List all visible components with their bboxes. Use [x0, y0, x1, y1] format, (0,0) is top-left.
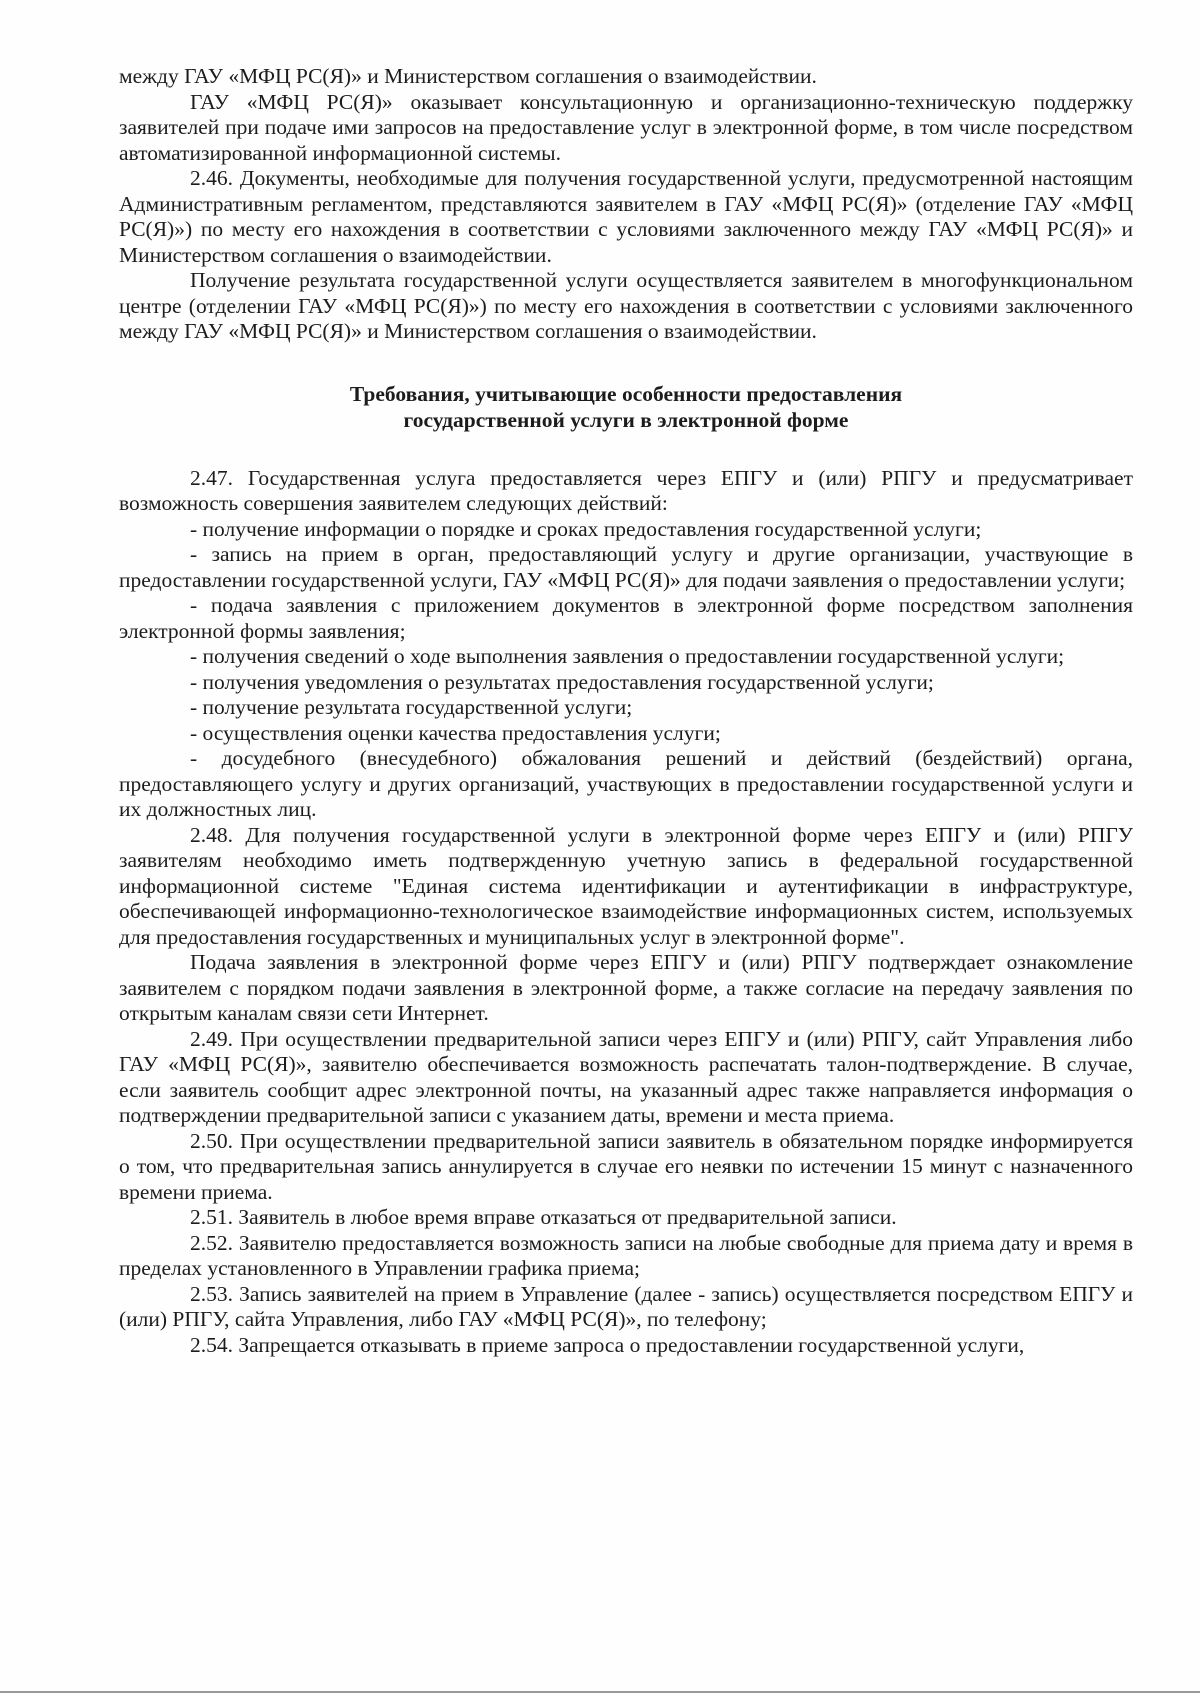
list-item-info: - получение информации о порядке и сроках предоставления государственной услуги;: [190, 516, 982, 541]
paragraph-2-47: 2.47. Государственная услуга предоставляется через ЕПГУ и (или) РПГУ и предусматривает возможность совершения заявителем следующих действий:: [119, 465, 1133, 515]
list-item-quality: - осуществления оценки качества предоставления услуги;: [190, 720, 721, 745]
section-heading: [119, 381, 1133, 433]
paragraph-2-49: 2.49. При осуществлении предварительной записи через ЕПГУ и (или) РПГУ, сайт Управления либо ГАУ «МФЦ РС(Я)», заявителю обеспечивается возможность распечатать талон-подтверждение. В случае, если заявитель сообщит адрес электронной почты, на указанный адрес также направляется информация о подтверждении предварительной записи с указанием даты, времени и места приема.: [119, 1026, 1133, 1127]
paragraph-mfc-support: ГАУ «МФЦ РС(Я)» оказывает консультационную и организационно-техническую поддержку заявителей при подаче ими запросов на предоставление услуг в электронной форме, в том числе посредством автоматизированной информационной системы.: [119, 89, 1133, 165]
list-item-result: - получение результата государственной услуги;: [190, 695, 633, 719]
list-item-notification: - получения уведомления о результатах предоставления государственной услуги;: [190, 669, 934, 694]
section-heading-line-1: Требования, учитывающие особенности предоставления: [349, 381, 903, 406]
list-item-appeal: - досудебного (внесудебного) обжалования решений и действий (бездействий) органа, предоставляющего услугу и других организаций, участвующих в предоставлении государственной услуги и их должностных лиц.: [119, 746, 1133, 821]
document-body: [119, 64, 1133, 1358]
paragraph-2-48: 2.48. Для получения государственной услуги в электронной форме через ЕПГУ и (или) РПГУ заявителям необходимо иметь подтвержденную учетную запись в федеральной государственной информационной системе "Единая система идентификации и аутентификации в инфраструктуре, обеспечивающей информационно-технологическое взаимодействие информационных систем, используемых для предоставления государственных и муниципальных услуг в электронной форме".: [119, 822, 1133, 949]
paragraph-continuation: между ГАУ «МФЦ РС(Я)» и Министерством соглашения о взаимодействии.: [119, 64, 817, 88]
paragraph-2-51: 2.51. Заявитель в любое время вправе отказаться от предварительной записи.: [190, 1205, 897, 1229]
paragraph-result-receipt: Получение результата государственной услуги осуществляется заявителем в многофункциональном центре (отделении ГАУ «МФЦ РС(Я)») по месту его нахождения в соответствии с условиями заключенного между ГАУ «МФЦ РС(Я)» и Министерством соглашения о взаимодействии.: [119, 268, 1133, 343]
paragraph-submission-consent: Подача заявления в электронной форме через ЕПГУ и (или) РПГУ подтверждает ознакомление заявителем с порядком подачи заявления в электронной форме, а также согласие на передачу заявления по открытым каналам связи сети Интернет.: [119, 950, 1133, 1025]
page-bottom-edge: [0, 1691, 1200, 1693]
paragraph-2-50: 2.50. При осуществлении предварительной записи заявитель в обязательном порядке информируется о том, что предварительная запись аннулируется в случае его неявки по истечении 15 минут с назначенного времени приема.: [119, 1128, 1133, 1204]
list-item-submission: - подача заявления с приложением документов в электронной форме посредством заполнения электронной формы заявления;: [119, 593, 1133, 643]
paragraph-2-52: 2.52. Заявителю предоставляется возможность записи на любые свободные для приема дату и время в пределах установленного в Управлении графика приема;: [119, 1230, 1133, 1280]
paragraph-2-54: 2.54. Запрещается отказывать в приеме запроса о предоставлении государственной услуги,: [190, 1332, 1025, 1357]
list-item-appointment: - запись на прием в орган, предоставляющий услугу и другие организации, участвующие в предоставлении государственной услуги, ГАУ «МФЦ РС(Я)» для подачи заявления о предоставлении услуги;: [119, 542, 1133, 592]
list-item-status: - получения сведений о ходе выполнения заявления о предоставлении государственной услуги;: [190, 644, 1065, 668]
paragraph-2-46: 2.46. Документы, необходимые для получения государственной услуги, предусмотренной настоящим Административным регламентом, представляются заявителем в ГАУ «МФЦ РС(Я)» (отделение ГАУ «МФЦ РС(Я)») по месту его нахождения в соответствии с условиями заключенного между ГАУ «МФЦ РС(Я)» и Министерством соглашения о взаимодействии.: [119, 166, 1133, 267]
paragraph-2-53: 2.53. Запись заявителей на прием в Управление (далее - запись) осуществляется посредством ЕПГУ и (или) РПГУ, сайта Управления, либо ГАУ «МФЦ РС(Я)», по телефону;: [119, 1281, 1133, 1331]
section-heading-line-2: государственной услуги в электронной форме: [403, 407, 849, 432]
